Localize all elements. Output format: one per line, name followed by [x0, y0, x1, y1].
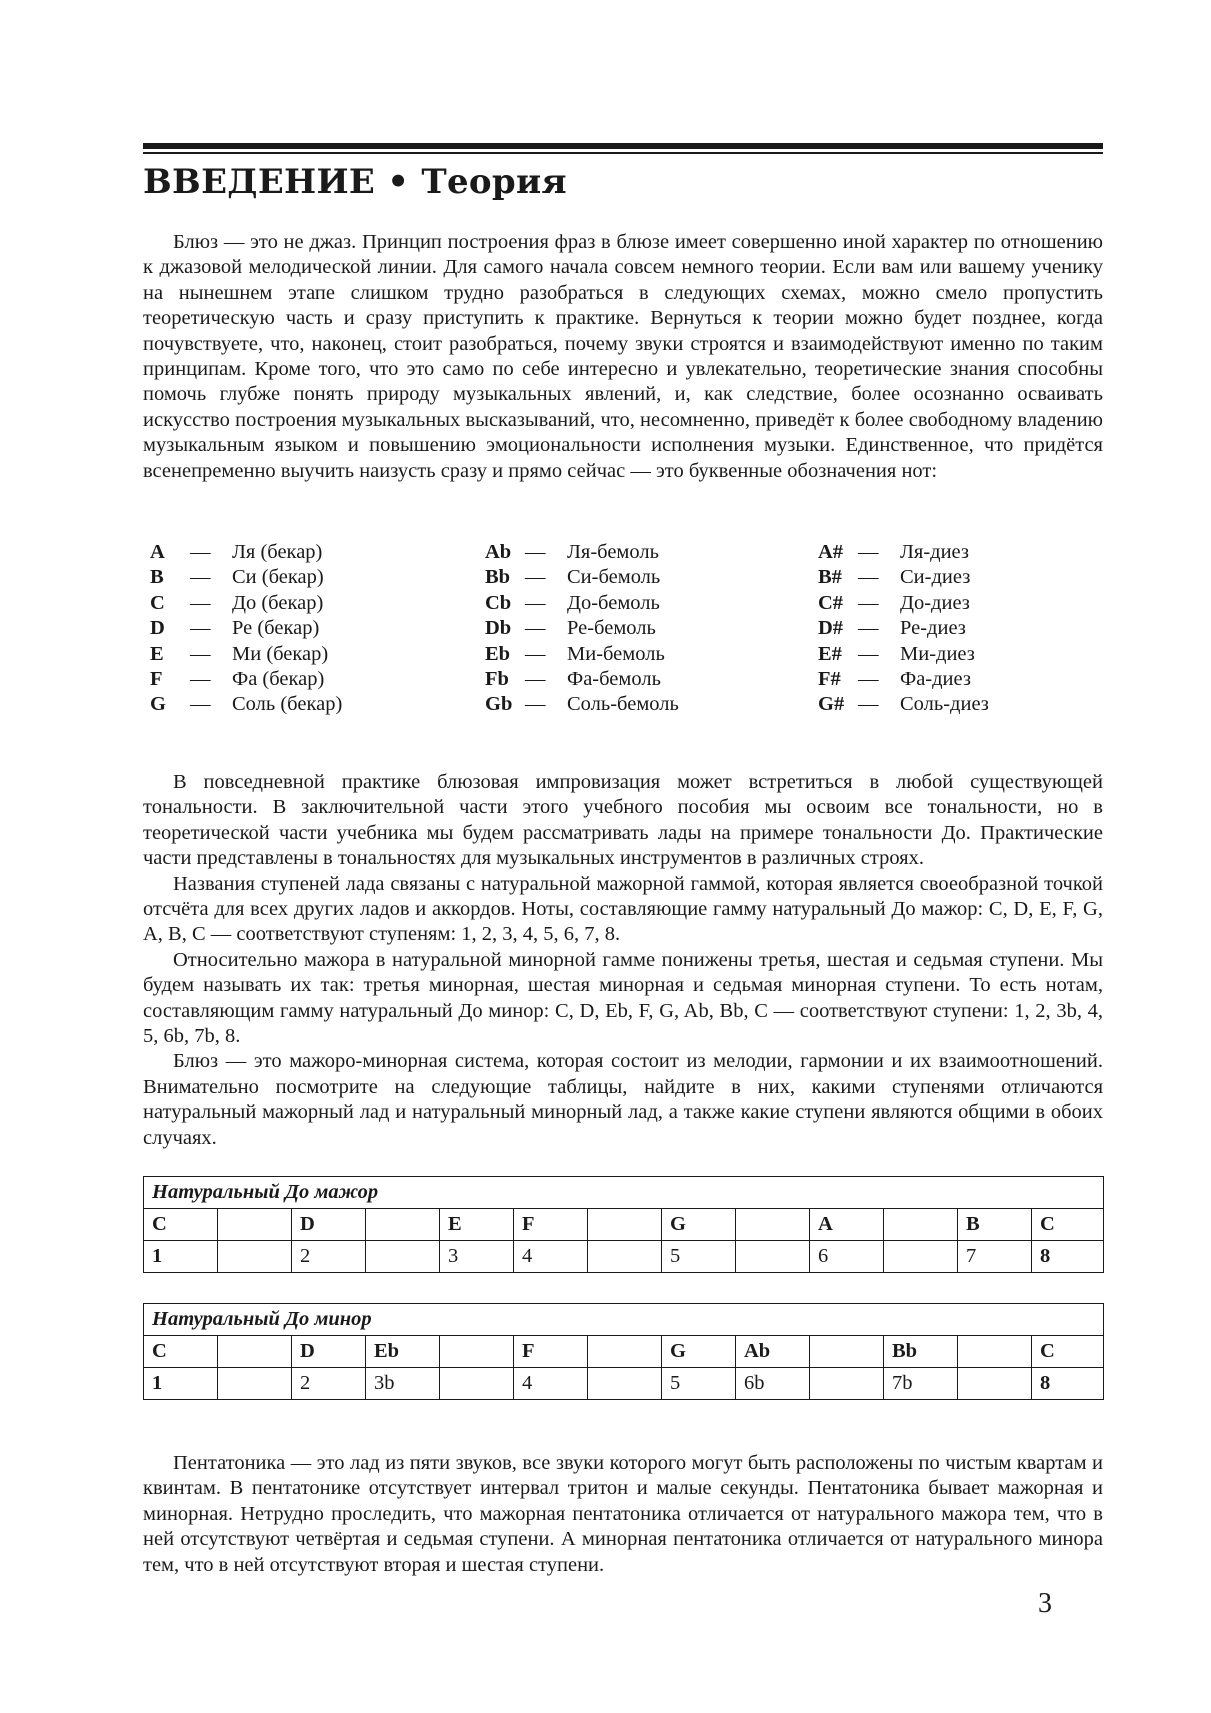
note-letter: B# — [818, 566, 842, 589]
table-cell: 7 — [958, 1241, 1032, 1273]
table-cell: C — [1032, 1336, 1104, 1368]
table-row — [144, 1241, 1104, 1273]
note-name: Ля-диез — [900, 541, 970, 563]
table-cell — [958, 1336, 1032, 1368]
table-title: Натуральный До минор — [144, 1304, 1104, 1336]
note-row — [485, 565, 679, 590]
table-cell: 6b — [736, 1368, 810, 1400]
major-scale-table — [143, 1176, 1103, 1273]
note-letter: F# — [818, 667, 841, 690]
table-cell: 8 — [1032, 1241, 1104, 1273]
note-row — [150, 642, 342, 667]
note-dash: — — [858, 667, 879, 690]
note-letter: Gb — [485, 693, 513, 716]
note-dash: — — [190, 541, 211, 563]
note-letter: E# — [818, 642, 842, 665]
note-name: Ми (бекар) — [232, 642, 329, 665]
table-row — [144, 1368, 1104, 1400]
page-number: 3 — [1038, 1588, 1052, 1619]
table-cell — [588, 1209, 662, 1241]
note-dash: — — [525, 642, 546, 665]
table-cell — [366, 1241, 440, 1273]
table-cell: C — [1032, 1209, 1104, 1241]
table-cell: F — [514, 1336, 588, 1368]
table-cell: E — [440, 1209, 514, 1241]
note-row — [818, 591, 989, 616]
body-paragraph: Относительно мажора в натуральной минорной гамме понижены третья, шестая и седьмая ступени. Мы будем называть их так: третья минорная, шестая минорная и седьмая минорная ступени. То есть нотам, составляющим гамму натуральный До минор: C, D, Eb, F, G, Ab, Bb, C — соответствуют ступени: 1, 2, 3b, 4, 5, 6b, 7b, 8. — [143, 948, 1103, 1048]
table-cell: Bb — [884, 1336, 958, 1368]
note-dash: — — [858, 541, 879, 563]
table-cell — [218, 1209, 292, 1241]
table-row — [144, 1336, 1104, 1368]
table-cell — [366, 1209, 440, 1241]
note-row — [485, 540, 679, 565]
note-name: Ля (бекар) — [232, 541, 323, 563]
sharps-column — [818, 540, 989, 718]
table-cell: Ab — [736, 1336, 810, 1368]
note-row — [818, 565, 989, 590]
table-cell: Eb — [366, 1336, 440, 1368]
table-cell — [440, 1336, 514, 1368]
note-name: Ми-бемоль — [567, 642, 665, 665]
note-row — [150, 667, 342, 692]
body-paragraph: Блюз — это мажоро-минорная система, которая состоит из мелодии, гармонии и их взаимоотношений. Внимательно посмотрите на следующие таблицы, найдите в них, какими ступенями отличаются натуральный мажорный лад и натуральный минорный лад, а также какие ступени являются общими в обоих случаях. — [143, 1050, 1103, 1149]
header-rule-thin — [143, 152, 1103, 154]
note-letter: Fb — [485, 667, 509, 690]
note-row — [150, 565, 342, 590]
note-letter: E — [150, 642, 164, 665]
note-name: Фа (бекар) — [232, 667, 325, 690]
note-name: Ми-диез — [900, 642, 975, 665]
body-section — [143, 770, 1103, 1151]
table-cell — [810, 1336, 884, 1368]
table-cell: 5 — [662, 1241, 736, 1273]
note-row — [150, 591, 342, 616]
pentatonic-paragraph: Пентатоника — это лад из пяти звуков, все звуки которого могут быть расположены по чистым квартам и квинтам. В пентатонике отсутствует интервал тритон и малые секунды. Пентатоника бывает мажорная и минорная. Нетрудно проследить, что мажорная пентатоника отличается от натурального мажора тем, что в ней отсутствуют четвёртая и седьмая ступени. А минорная пентатоника отличается от натурального минора тем, что в ней отсутствуют вторая и шестая ступени. — [143, 1452, 1103, 1576]
note-row — [485, 692, 679, 717]
note-dash: — — [525, 693, 546, 716]
table-cell — [736, 1241, 810, 1273]
note-dash: — — [525, 591, 546, 614]
note-row — [818, 616, 989, 641]
note-letter: A# — [818, 541, 844, 563]
note-name: Соль-диез — [900, 693, 989, 716]
table-cell — [588, 1241, 662, 1273]
note-name: Си-диез — [900, 566, 971, 589]
table-cell — [588, 1368, 662, 1400]
body-paragraph: В повседневной практике блюзовая импровизация может встретиться в любой существующей тональности. В заключительной части этого учебного пособия мы освоим все тональности, но в теоретической части учебника мы будем рассматривать лады на примере тональности До. Практические части представлены в тональностях для музыкальных инструментов в различных строях. — [143, 771, 1103, 870]
table-row — [144, 1209, 1104, 1241]
note-dash: — — [858, 617, 879, 640]
pentatonic-section — [143, 1451, 1103, 1578]
table-cell: 8 — [1032, 1368, 1104, 1400]
note-dash: — — [190, 591, 211, 614]
note-dash: — — [525, 617, 546, 640]
table-cell — [810, 1368, 884, 1400]
note-dash: — — [858, 642, 879, 665]
note-name: Ре (бекар) — [232, 617, 320, 640]
table-cell: 3 — [440, 1241, 514, 1273]
table-cell: G — [662, 1209, 736, 1241]
note-letter: Ab — [485, 541, 512, 563]
table-cell — [736, 1209, 810, 1241]
note-dash: — — [858, 591, 879, 614]
note-dash: — — [525, 667, 546, 690]
table-cell — [218, 1241, 292, 1273]
table-cell: A — [810, 1209, 884, 1241]
note-name: Фа-бемоль — [567, 667, 661, 690]
table-cell: 2 — [292, 1368, 366, 1400]
note-name: Ре-диез — [900, 617, 966, 640]
note-dash: — — [190, 617, 211, 640]
note-name: Соль-бемоль — [567, 693, 679, 716]
note-letter: Eb — [485, 642, 511, 665]
intro-section — [143, 230, 1103, 484]
table-cell: 7b — [884, 1368, 958, 1400]
table-cell: 1 — [144, 1368, 218, 1400]
note-dash: — — [190, 566, 211, 589]
note-letter: C# — [818, 591, 844, 614]
note-dash: — — [858, 566, 879, 589]
note-letter: D# — [818, 617, 844, 640]
note-name: Ре-бемоль — [567, 617, 656, 640]
table-cell — [588, 1336, 662, 1368]
table-cell: G — [662, 1336, 736, 1368]
note-row — [818, 692, 989, 717]
note-row — [485, 667, 679, 692]
note-letter: G# — [818, 693, 845, 716]
table-cell: B — [958, 1209, 1032, 1241]
note-letter: D — [150, 617, 165, 640]
note-dash: — — [525, 541, 546, 563]
note-name: Си-бемоль — [567, 566, 661, 589]
note-letter: Bb — [485, 566, 511, 589]
note-name: До (бекар) — [232, 591, 324, 614]
note-letters-list — [150, 540, 1100, 720]
table-cell — [884, 1209, 958, 1241]
table-cell — [958, 1368, 1032, 1400]
note-name: Соль (бекар) — [232, 693, 343, 716]
table-cell: C — [144, 1209, 218, 1241]
note-letter: G — [150, 693, 166, 716]
page-title: ВВЕДЕНИЕ • Теория — [143, 162, 567, 202]
note-dash: — — [190, 667, 211, 690]
table-cell: 6 — [810, 1241, 884, 1273]
note-name: Си (бекар) — [232, 566, 324, 589]
table-cell: D — [292, 1209, 366, 1241]
table-cell: 3b — [366, 1368, 440, 1400]
note-row — [818, 667, 989, 692]
note-name: До-бемоль — [567, 591, 660, 614]
note-row — [818, 540, 989, 565]
note-name: Фа-диез — [900, 667, 971, 690]
note-letter: Db — [485, 617, 512, 640]
table-cell — [218, 1368, 292, 1400]
note-dash: — — [190, 642, 211, 665]
note-row — [485, 642, 679, 667]
note-name: Ля-бемоль — [567, 541, 659, 563]
note-dash: — — [858, 693, 879, 716]
note-dash: — — [190, 693, 211, 716]
note-row — [150, 616, 342, 641]
table-cell: 4 — [514, 1368, 588, 1400]
note-row — [150, 540, 342, 565]
table-cell: 2 — [292, 1241, 366, 1273]
note-letter: F — [150, 667, 163, 690]
note-row — [150, 692, 342, 717]
note-letter: C — [150, 591, 165, 614]
note-dash: — — [525, 566, 546, 589]
intro-paragraph: Блюз — это не джаз. Принцип построения фраз в блюзе имеет совершенно иной характер по отношению к джазовой мелодической линии. Для самого начала совсем немного теории. Если вам или вашему ученику на нынешнем этапе слишком трудно разобраться в следующих схемах, можно смело пропустить теоретическую часть и сразу приступить к практике. Вернуться к теории можно будет позднее, когда почувствуете, что, наконец, стоит разобраться, почему звуки строятся и взаимодействуют именно по таким принципам. Кроме того, что это само по себе интересно и увлекательно, теоретические знания способны помочь глубже понять природу музыкальных явлений, и, как следствие, более осознанно осваивать искусство построения музыкальных высказываний, что, несомненно, приведёт к более свободному владению музыкальным языком и повышению эмоциональности исполнения музыки. Единственное, что придётся всенепременно выучить наизусть сразу и прямо сейчас — это буквенные обозначения нот: — [143, 231, 1103, 482]
note-row — [485, 591, 679, 616]
table-cell: 5 — [662, 1368, 736, 1400]
note-name: До-диез — [900, 591, 970, 614]
note-row — [818, 642, 989, 667]
minor-scale-table — [143, 1303, 1103, 1400]
note-letter: B — [150, 566, 164, 589]
table-cell: 1 — [144, 1241, 218, 1273]
table-cell: F — [514, 1209, 588, 1241]
flats-column — [485, 540, 679, 718]
note-row — [485, 616, 679, 641]
naturals-column — [150, 540, 342, 718]
table-title: Натуральный До мажор — [144, 1177, 1104, 1209]
table-cell — [440, 1368, 514, 1400]
table-cell — [884, 1241, 958, 1273]
table-cell: D — [292, 1336, 366, 1368]
body-paragraph: Названия ступеней лада связаны с натуральной мажорной гаммой, которая является своеобразной точкой отсчёта для всех других ладов и аккордов. Ноты, составляющие гамму натуральный До мажор: C, D, E, F, G, A, B, C — соответствуют ступеням: 1, 2, 3, 4, 5, 6, 7, 8. — [143, 872, 1103, 946]
header-rule-thick — [143, 143, 1103, 149]
note-letter: Cb — [485, 591, 512, 614]
table-cell — [218, 1336, 292, 1368]
table-cell: C — [144, 1336, 218, 1368]
note-letter: A — [150, 541, 165, 563]
table-cell: 4 — [514, 1241, 588, 1273]
